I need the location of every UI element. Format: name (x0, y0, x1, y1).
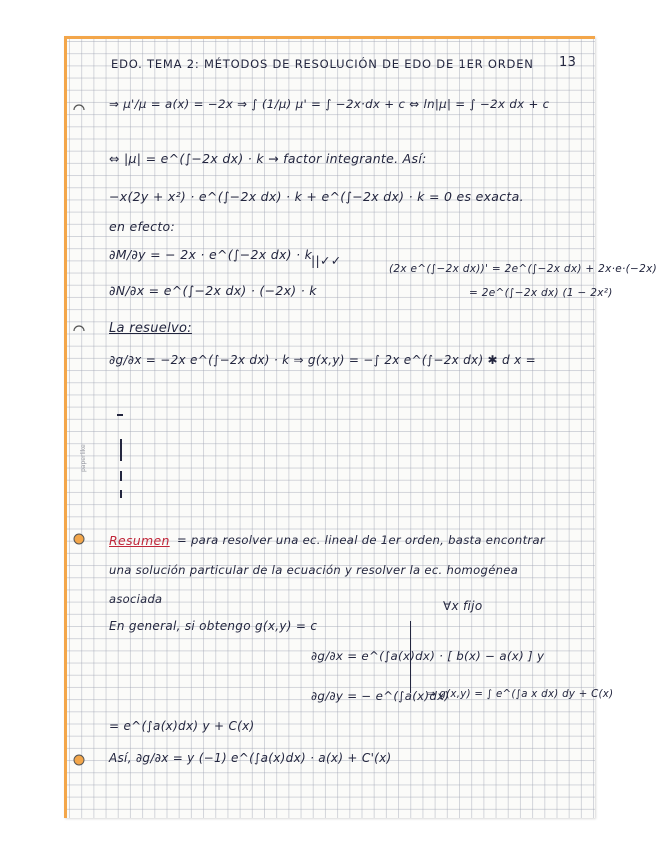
line-11: asociada (109, 592, 163, 606)
binder-hole-3 (73, 533, 85, 545)
line-12-right: ∀x fijo (443, 599, 483, 613)
line-16: Así, ∂g/∂x = y (−1) e^(∫a(x)dx) · a(x) + C'(x) (109, 751, 392, 765)
line-14-right: ⇒ g(x,y) = ∫ e^(∫a x dx) dy + C(x) (427, 689, 614, 700)
line-13: ∂g/∂x = e^(∫a(x)dx) · [ b(x) − a(x) ] y (311, 649, 545, 663)
line-5-check: ||✓✓ (311, 253, 342, 268)
page-title: EDO. TEMA 2: MÉTODOS DE RESOLUCIÓN DE EDO DE 1ER ORDEN (111, 57, 534, 71)
margin-mark-1 (117, 414, 123, 416)
page-number: 13 (559, 55, 577, 70)
binder-hole-2 (73, 322, 85, 334)
binder-hole-4 (73, 754, 85, 766)
line-1: ⇒ μ'/μ = a(x) = −2x ⇒ ∫ (1/μ) μ' = ∫ −2x·dx + c ⇔ ln|μ| = ∫ −2x dx + c (109, 97, 550, 111)
line-5-right: (2x e^(∫−2x dx))' = 2e^(∫−2x dx) + 2x·e·(−2x) (389, 263, 657, 275)
line-10: una solución particular de la ecuación y resolver la ec. homogénea (109, 563, 519, 577)
line-8: ∂g/∂x = −2x e^(∫−2x dx) · k ⇒ g(x,y) = −∫ 2x e^(∫−2x dx) ✱ d x = (109, 353, 536, 367)
line-12: En general, si obtengo g(x,y) = c (109, 619, 318, 633)
margin-mark-3 (120, 471, 122, 481)
line-9: = para resolver una ec. lineal de 1er orden, basta encontrar (177, 533, 545, 547)
notebook-page (64, 36, 657, 818)
line-6-right: = 2e^(∫−2x dx) (1 − 2x²) (469, 287, 613, 299)
resumen-label: Resumen (109, 533, 170, 548)
section-heading-resuelvo: La resuelvo: (109, 321, 192, 336)
line-2: ⇔ |μ| = e^(∫−2x dx) · k → factor integrante. Así: (109, 151, 427, 166)
line-5: ∂M/∂y = − 2x · e^(∫−2x dx) · k (109, 247, 313, 262)
line-4: en efecto: (109, 219, 176, 234)
binder-hole-1 (73, 101, 85, 113)
line-3: −x(2y + x²) · e^(∫−2x dx) · k + e^(∫−2x dx) · k = 0 es exacta. (109, 189, 524, 204)
line-6: ∂N/∂x = e^(∫−2x dx) · (−2x) · k (109, 283, 317, 298)
brand-mark: paperlike (80, 444, 87, 472)
line-14: ∂g/∂y = − e^(∫a(x)dx) (311, 689, 450, 703)
margin-mark-4 (120, 490, 122, 498)
margin-mark-2 (120, 439, 122, 461)
line-15: = e^(∫a(x)dx) y + C(x) (109, 719, 255, 733)
